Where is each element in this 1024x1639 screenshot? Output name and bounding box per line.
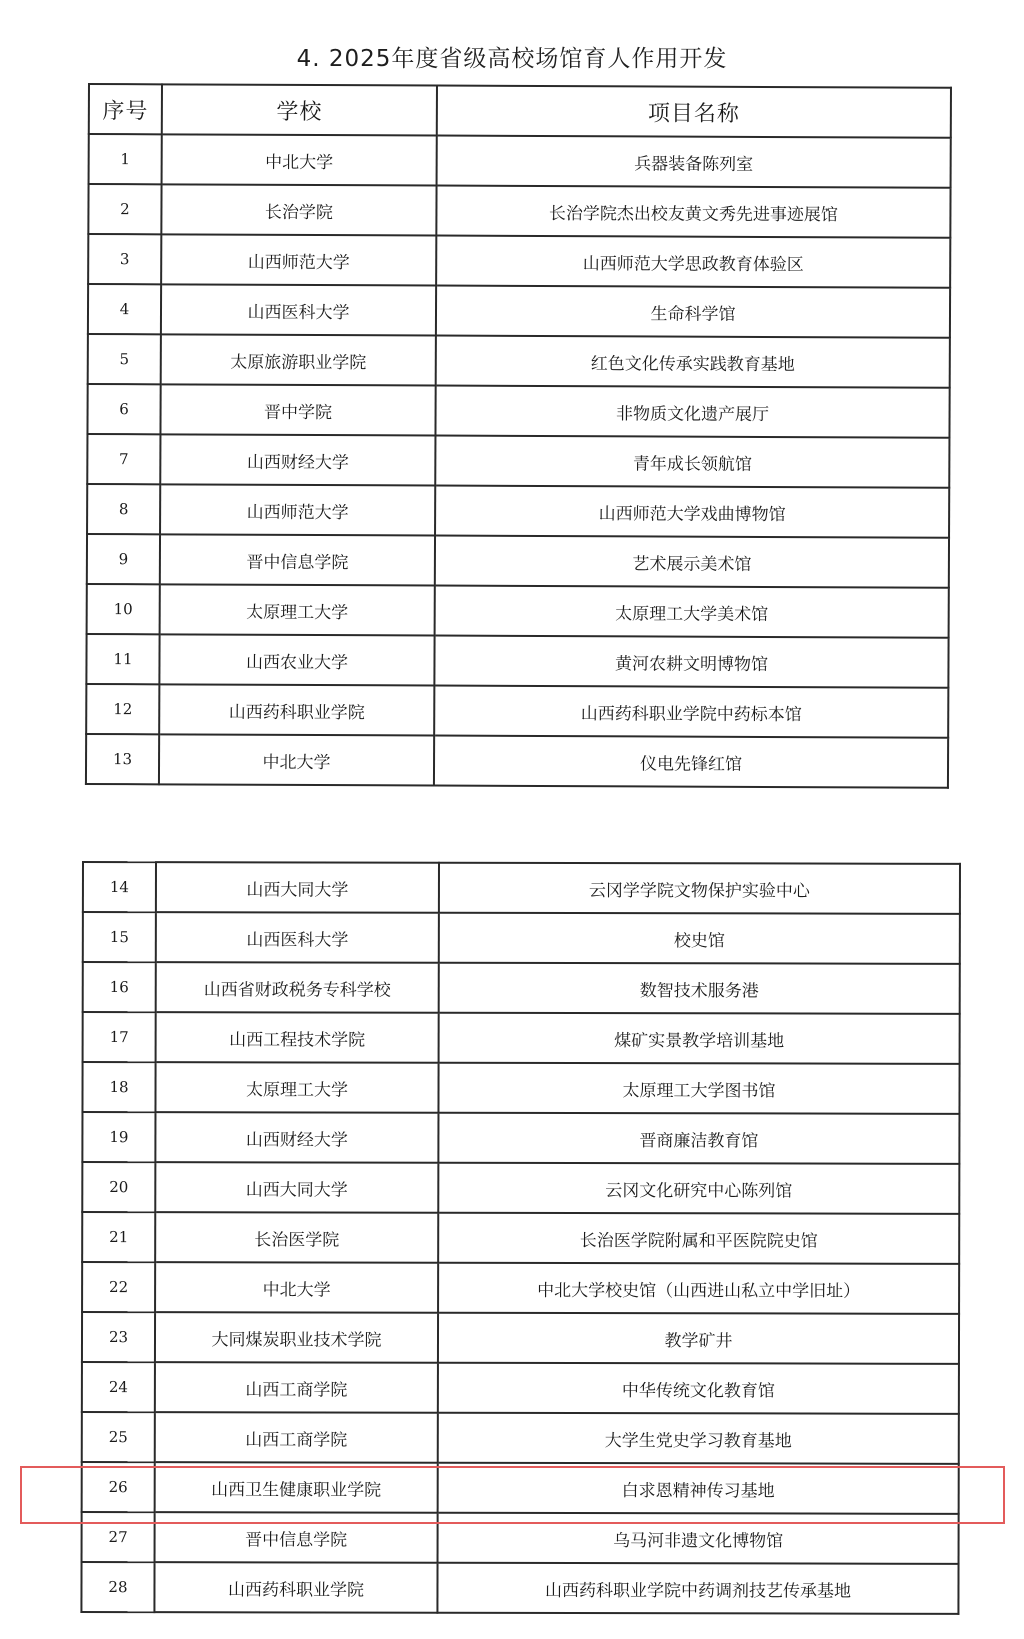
row-project: 白求恩精神传习基地	[438, 1463, 959, 1514]
table-row	[87, 534, 949, 588]
row-school: 山西财经大学	[155, 1112, 438, 1163]
row-project: 云冈文化研究中心陈列馆	[438, 1163, 959, 1214]
row-project: 中北大学校史馆（山西进山私立中学旧址）	[438, 1263, 959, 1314]
table-row	[82, 1412, 959, 1464]
row-index: 26	[82, 1462, 155, 1512]
row-index: 14	[83, 862, 156, 912]
row-index: 9	[87, 534, 160, 584]
row-school: 太原理工大学	[160, 584, 435, 635]
row-school: 太原旅游职业学院	[161, 334, 436, 385]
row-index: 1	[89, 134, 162, 184]
table-row	[86, 634, 948, 688]
row-project: 生命科学馆	[436, 286, 950, 338]
row-project: 山西师范大学戏曲博物馆	[435, 486, 949, 538]
row-school: 山西农业大学	[159, 634, 434, 685]
row-school: 山西大同大学	[155, 1162, 438, 1213]
row-project: 数智技术服务港	[439, 963, 960, 1014]
table-row	[82, 1512, 959, 1564]
table-row	[88, 334, 950, 388]
table-row	[87, 584, 949, 638]
header-school: 学校	[162, 84, 437, 135]
row-school: 山西财经大学	[160, 434, 435, 485]
row-project: 山西药科职业学院中药标本馆	[434, 686, 948, 738]
table-row	[83, 1012, 960, 1064]
row-index: 23	[82, 1312, 155, 1362]
row-index: 5	[88, 334, 161, 384]
table-row	[82, 1312, 959, 1364]
row-school: 山西工商学院	[155, 1362, 438, 1413]
row-project: 煤矿实景教学培训基地	[439, 1013, 960, 1064]
row-project: 云冈学学院文物保护实验中心	[439, 863, 960, 914]
row-index: 18	[82, 1062, 155, 1112]
row-school: 山西工程技术学院	[156, 1012, 439, 1063]
row-project: 中华传统文化教育馆	[438, 1363, 959, 1414]
row-school: 长治医学院	[155, 1212, 438, 1263]
row-school: 晋中学院	[160, 384, 435, 435]
table-row	[82, 1212, 959, 1264]
row-index: 25	[82, 1412, 155, 1462]
row-index: 3	[88, 234, 161, 284]
row-index: 24	[82, 1362, 155, 1412]
table-row	[87, 434, 949, 488]
row-project: 黄河农耕文明博物馆	[434, 636, 948, 688]
row-index: 17	[83, 1012, 156, 1062]
row-school: 山西师范大学	[161, 234, 436, 285]
table-row	[88, 184, 950, 238]
row-school: 山西医科大学	[161, 284, 436, 335]
row-school: 山西大同大学	[156, 862, 439, 913]
row-index: 28	[81, 1562, 154, 1612]
row-school: 山西药科职业学院	[159, 684, 434, 735]
row-school: 山西省财政税务专科学校	[156, 962, 439, 1013]
row-school: 大同煤炭职业技术学院	[155, 1312, 438, 1363]
row-project: 教学矿井	[438, 1313, 959, 1364]
row-index: 4	[88, 284, 161, 334]
table-row	[88, 234, 950, 288]
row-project: 校史馆	[439, 913, 960, 964]
row-project: 仪电先锋红馆	[434, 736, 948, 788]
table-row	[86, 734, 948, 788]
row-index: 21	[82, 1212, 155, 1262]
row-school: 山西药科职业学院	[154, 1562, 437, 1613]
row-project: 山西师范大学思政教育体验区	[436, 236, 950, 288]
table-row	[83, 962, 960, 1014]
table-row	[82, 1062, 959, 1114]
table-row	[87, 384, 949, 438]
table-row	[82, 1112, 959, 1164]
row-index: 22	[82, 1262, 155, 1312]
table-header-row	[89, 84, 951, 138]
table-row	[82, 1462, 959, 1514]
row-project: 长治学院杰出校友黄文秀先进事迹展馆	[436, 186, 950, 238]
header-index: 序号	[89, 84, 162, 134]
row-project: 长治医学院附属和平医院院史馆	[438, 1213, 959, 1264]
table-row	[89, 134, 951, 188]
row-school: 山西医科大学	[156, 912, 439, 963]
row-project: 艺术展示美术馆	[435, 536, 949, 588]
row-school: 长治学院	[161, 184, 436, 235]
table-row	[83, 862, 960, 914]
table-row	[83, 912, 960, 964]
table-row	[87, 484, 949, 538]
row-school: 中北大学	[162, 134, 437, 185]
project-table-part-1	[85, 83, 952, 789]
row-index: 8	[87, 484, 160, 534]
table-row	[86, 684, 948, 738]
row-school: 山西师范大学	[160, 484, 435, 535]
row-project: 红色文化传承实践教育基地	[436, 336, 950, 388]
row-school: 中北大学	[159, 734, 434, 785]
row-project: 青年成长领航馆	[435, 436, 949, 488]
row-project: 兵器装备陈列室	[437, 136, 951, 188]
header-project: 项目名称	[437, 86, 951, 138]
table-row	[82, 1162, 959, 1214]
row-index: 20	[82, 1162, 155, 1212]
row-index: 6	[87, 384, 160, 434]
row-project: 太原理工大学图书馆	[438, 1063, 959, 1114]
row-index: 10	[87, 584, 160, 634]
project-table-part-2	[80, 861, 961, 1615]
row-index: 7	[87, 434, 160, 484]
row-index: 2	[88, 184, 161, 234]
row-school: 晋中信息学院	[160, 534, 435, 585]
table-row	[82, 1262, 959, 1314]
table-row	[81, 1562, 958, 1614]
table-row	[88, 284, 950, 338]
row-index: 16	[83, 962, 156, 1012]
row-index: 27	[82, 1512, 155, 1562]
row-school: 晋中信息学院	[155, 1512, 438, 1563]
row-index: 15	[83, 912, 156, 962]
row-school: 山西卫生健康职业学院	[155, 1462, 438, 1513]
row-index: 13	[86, 734, 159, 784]
row-project: 乌马河非遗文化博物馆	[438, 1513, 959, 1564]
document-title: 4. 2025年度省级高校场馆育人作用开发	[296, 46, 728, 72]
row-project: 太原理工大学美术馆	[435, 586, 949, 638]
row-school: 中北大学	[155, 1262, 438, 1313]
row-index: 19	[82, 1112, 155, 1162]
row-school: 太原理工大学	[155, 1062, 438, 1113]
table-row	[82, 1362, 959, 1414]
row-index: 11	[86, 634, 159, 684]
row-project: 晋商廉洁教育馆	[438, 1113, 959, 1164]
row-project: 大学生党史学习教育基地	[438, 1413, 959, 1464]
row-project: 山西药科职业学院中药调剂技艺传承基地	[437, 1563, 958, 1614]
row-school: 山西工商学院	[155, 1412, 438, 1463]
row-index: 12	[86, 684, 159, 734]
row-project: 非物质文化遗产展厅	[435, 386, 949, 438]
